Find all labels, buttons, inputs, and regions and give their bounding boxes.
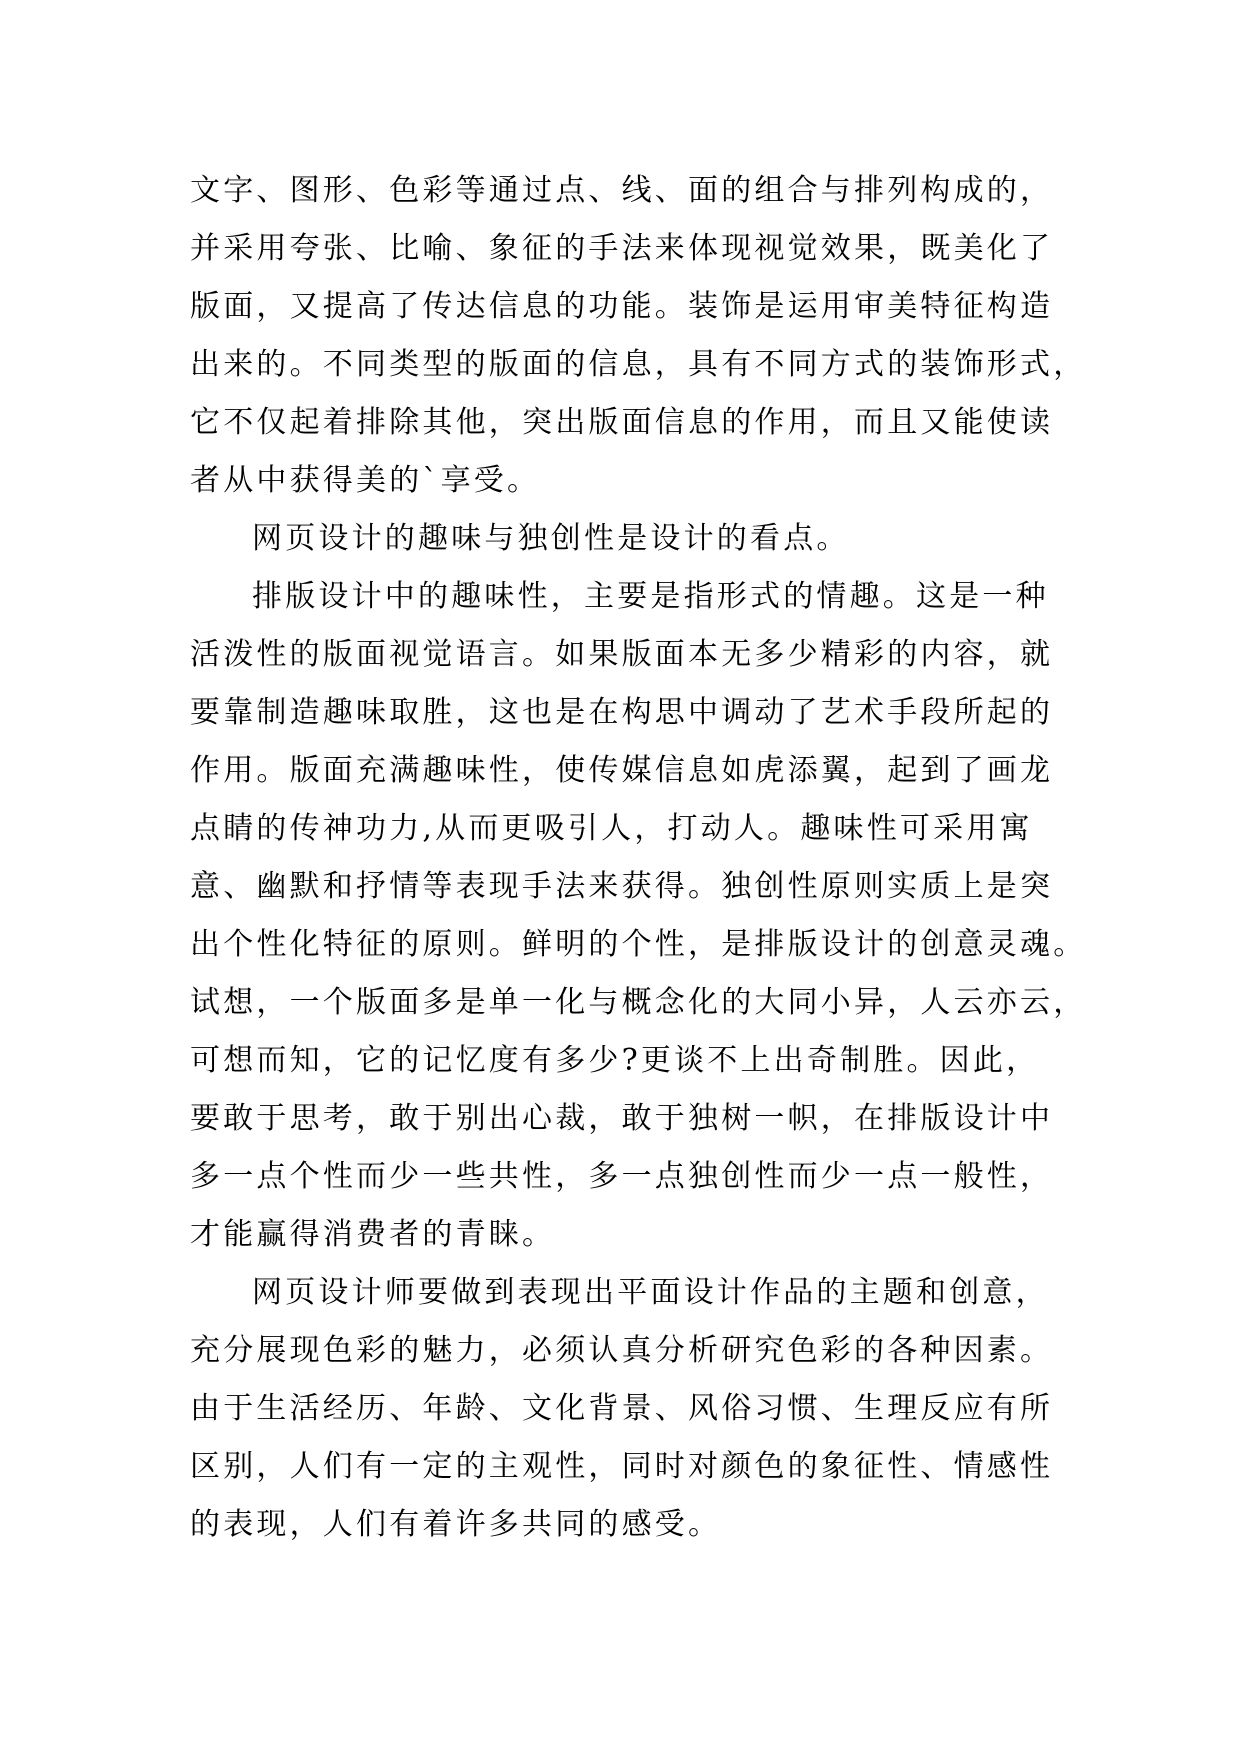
paragraph-heading-line: 网页设计的趣味与独创性是设计的看点。 <box>252 521 850 556</box>
text-line: 网页设计师要做到表现出平面设计作品的主题和创意， <box>252 1275 1049 1310</box>
text-line: 才能赢得消费者的青睐。 <box>190 1217 556 1252</box>
text-line: 充分展现色彩的魅力，必须认真分析研究色彩的各种因素。 <box>190 1333 1054 1368</box>
text-line: 试想，一个版面多是单一化与概念化的大同小异，人云亦云， <box>190 985 1087 1020</box>
text-line: 出个性化特征的原则。鲜明的个性，是排版设计的创意灵魂。 <box>190 927 1087 962</box>
text-line: 作用。版面充满趣味性，使传媒信息如虎添翼，起到了画龙 <box>190 753 1054 788</box>
text-line: 排版设计中的趣味性，主要是指形式的情趣。这是一种 <box>252 579 1049 614</box>
text-line: 意、幽默和抒情等表现手法来获得。独创性原则实质上是突 <box>190 869 1054 904</box>
text-line: 的表现，人们有着许多共同的感受。 <box>190 1507 722 1542</box>
text-line: 文字、图形、色彩等通过点、线、面的组合与排列构成的， <box>190 173 1054 208</box>
text-line: 点睛的传神功力,从而更吸引人，打动人。趣味性可采用寓 <box>190 811 1033 846</box>
text-line: 它不仅起着排除其他，突出版面信息的作用，而且又能使读 <box>190 405 1054 440</box>
text-line: 要敢于思考，敢于别出心裁，敢于独树一帜，在排版设计中 <box>190 1101 1054 1136</box>
text-line: 出来的。不同类型的版面的信息，具有不同方式的装饰形式， <box>190 347 1087 382</box>
text-line: 并采用夸张、比喻、象征的手法来体现视觉效果，既美化了 <box>190 231 1054 266</box>
text-line: 多一点个性而少一些共性，多一点独创性而少一点一般性， <box>190 1159 1054 1194</box>
text-line: 由于生活经历、年龄、文化背景、风俗习惯、生理反应有所 <box>190 1391 1054 1426</box>
text-line: 活泼性的版面视觉语言。如果版面本无多少精彩的内容，就 <box>190 637 1054 672</box>
text-line: 版面，又提高了传达信息的功能。装饰是运用审美特征构造 <box>190 289 1054 324</box>
text-line: 可想而知，它的记忆度有多少?更谈不上出奇制胜。因此， <box>190 1043 1040 1078</box>
text-line: 区别，人们有一定的主观性，同时对颜色的象征性、情感性 <box>190 1449 1054 1484</box>
text-line: 要靠制造趣味取胜，这也是在构思中调动了艺术手段所起的 <box>190 695 1054 730</box>
document-body <box>190 162 1087 1554</box>
text-line: 者从中获得美的`享受。 <box>190 463 541 498</box>
